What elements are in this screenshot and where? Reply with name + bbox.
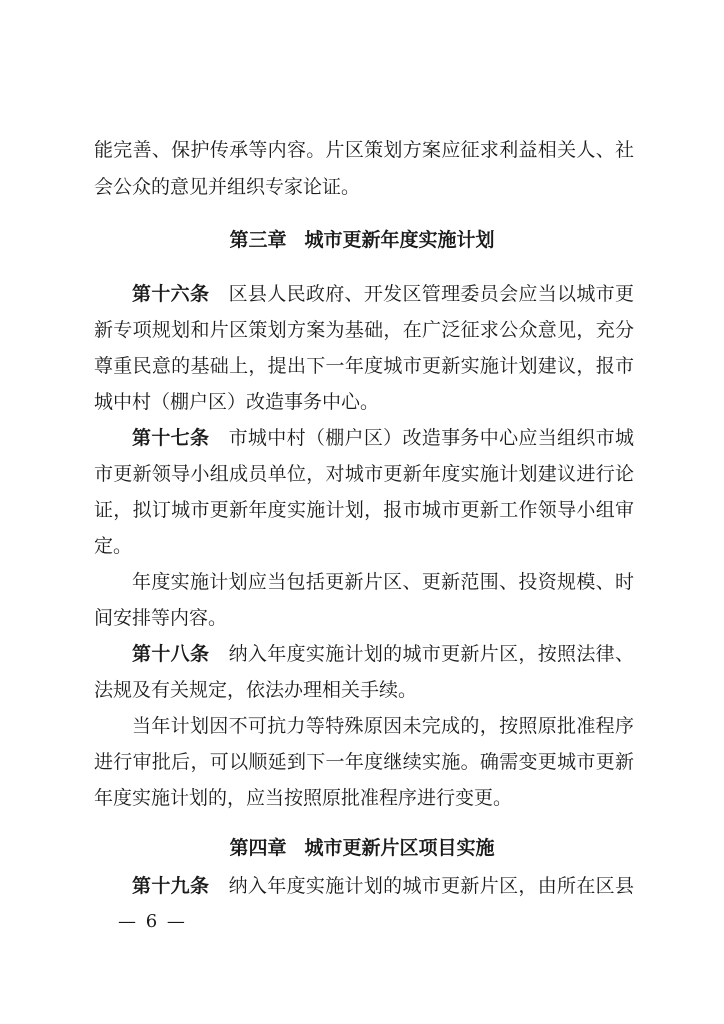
paragraph-line: 证，拟订城市更新年度实施计划，报市城市更新工作领导小组审: [94, 499, 634, 521]
chapter-heading: [0, 228, 724, 252]
chapter-heading: [0, 836, 724, 860]
article-label: 第十九条: [132, 875, 210, 897]
paragraph-line: 市更新领导小组成员单位，对城市更新年度实施计划建议进行论: [94, 463, 634, 485]
paragraph-line: 当年计划因不可抗力等特殊原因未完成的，按照原批准程序: [132, 715, 634, 737]
paragraph-line: 间安排等内容。: [94, 607, 228, 629]
page-number: — 6 —: [118, 911, 187, 932]
article-text: 纳入年度实施计划的城市更新片区，按照法律、: [228, 643, 634, 665]
chapter-title: 城市更新年度实施计划: [304, 229, 495, 251]
article-label: 第十六条: [132, 283, 210, 305]
article-line: [94, 642, 634, 666]
article-line: [94, 426, 634, 450]
chapter-number: 第三章: [229, 229, 287, 251]
paragraph-line: 新专项规划和片区策划方案为基础，在广泛征求公众意见，充分: [94, 319, 634, 341]
paragraph-line: 进行审批后，可以顺延到下一年度继续实施。确需变更城市更新: [94, 751, 634, 773]
article-text: 市城中村（棚户区）改造事务中心应当组织市城: [228, 427, 634, 449]
article-label: 第十八条: [132, 643, 210, 665]
paragraph-line: 年度实施计划应当包括更新片区、更新范围、投资规模、时: [132, 571, 634, 593]
chapter-number: 第四章: [229, 837, 287, 859]
article-line: [94, 282, 634, 306]
paragraph-line: 能完善、保护传承等内容。片区策划方案应征求利益相关人、社: [94, 139, 634, 161]
chapter-title: 城市更新片区项目实施: [304, 837, 495, 859]
paragraph-line: 会公众的意见并组织专家论证。: [94, 176, 361, 198]
article-line: [94, 874, 634, 898]
article-text: 区县人民政府、开发区管理委员会应当以城市更: [228, 283, 634, 305]
paragraph-line: 城中村（棚户区）改造事务中心。: [94, 391, 380, 413]
article-label: 第十七条: [132, 427, 210, 449]
paragraph-line: 法规及有关规定，依法办理相关手续。: [94, 679, 418, 701]
paragraph-line: 定。: [94, 535, 133, 557]
paragraph-line: 尊重民意的基础上，提出下一年度城市更新实施计划建议，报市: [94, 355, 634, 377]
paragraph-line: 年度实施计划的，应当按照原批准程序进行变更。: [94, 787, 513, 809]
article-text: 纳入年度实施计划的城市更新片区，由所在区县: [228, 875, 634, 897]
